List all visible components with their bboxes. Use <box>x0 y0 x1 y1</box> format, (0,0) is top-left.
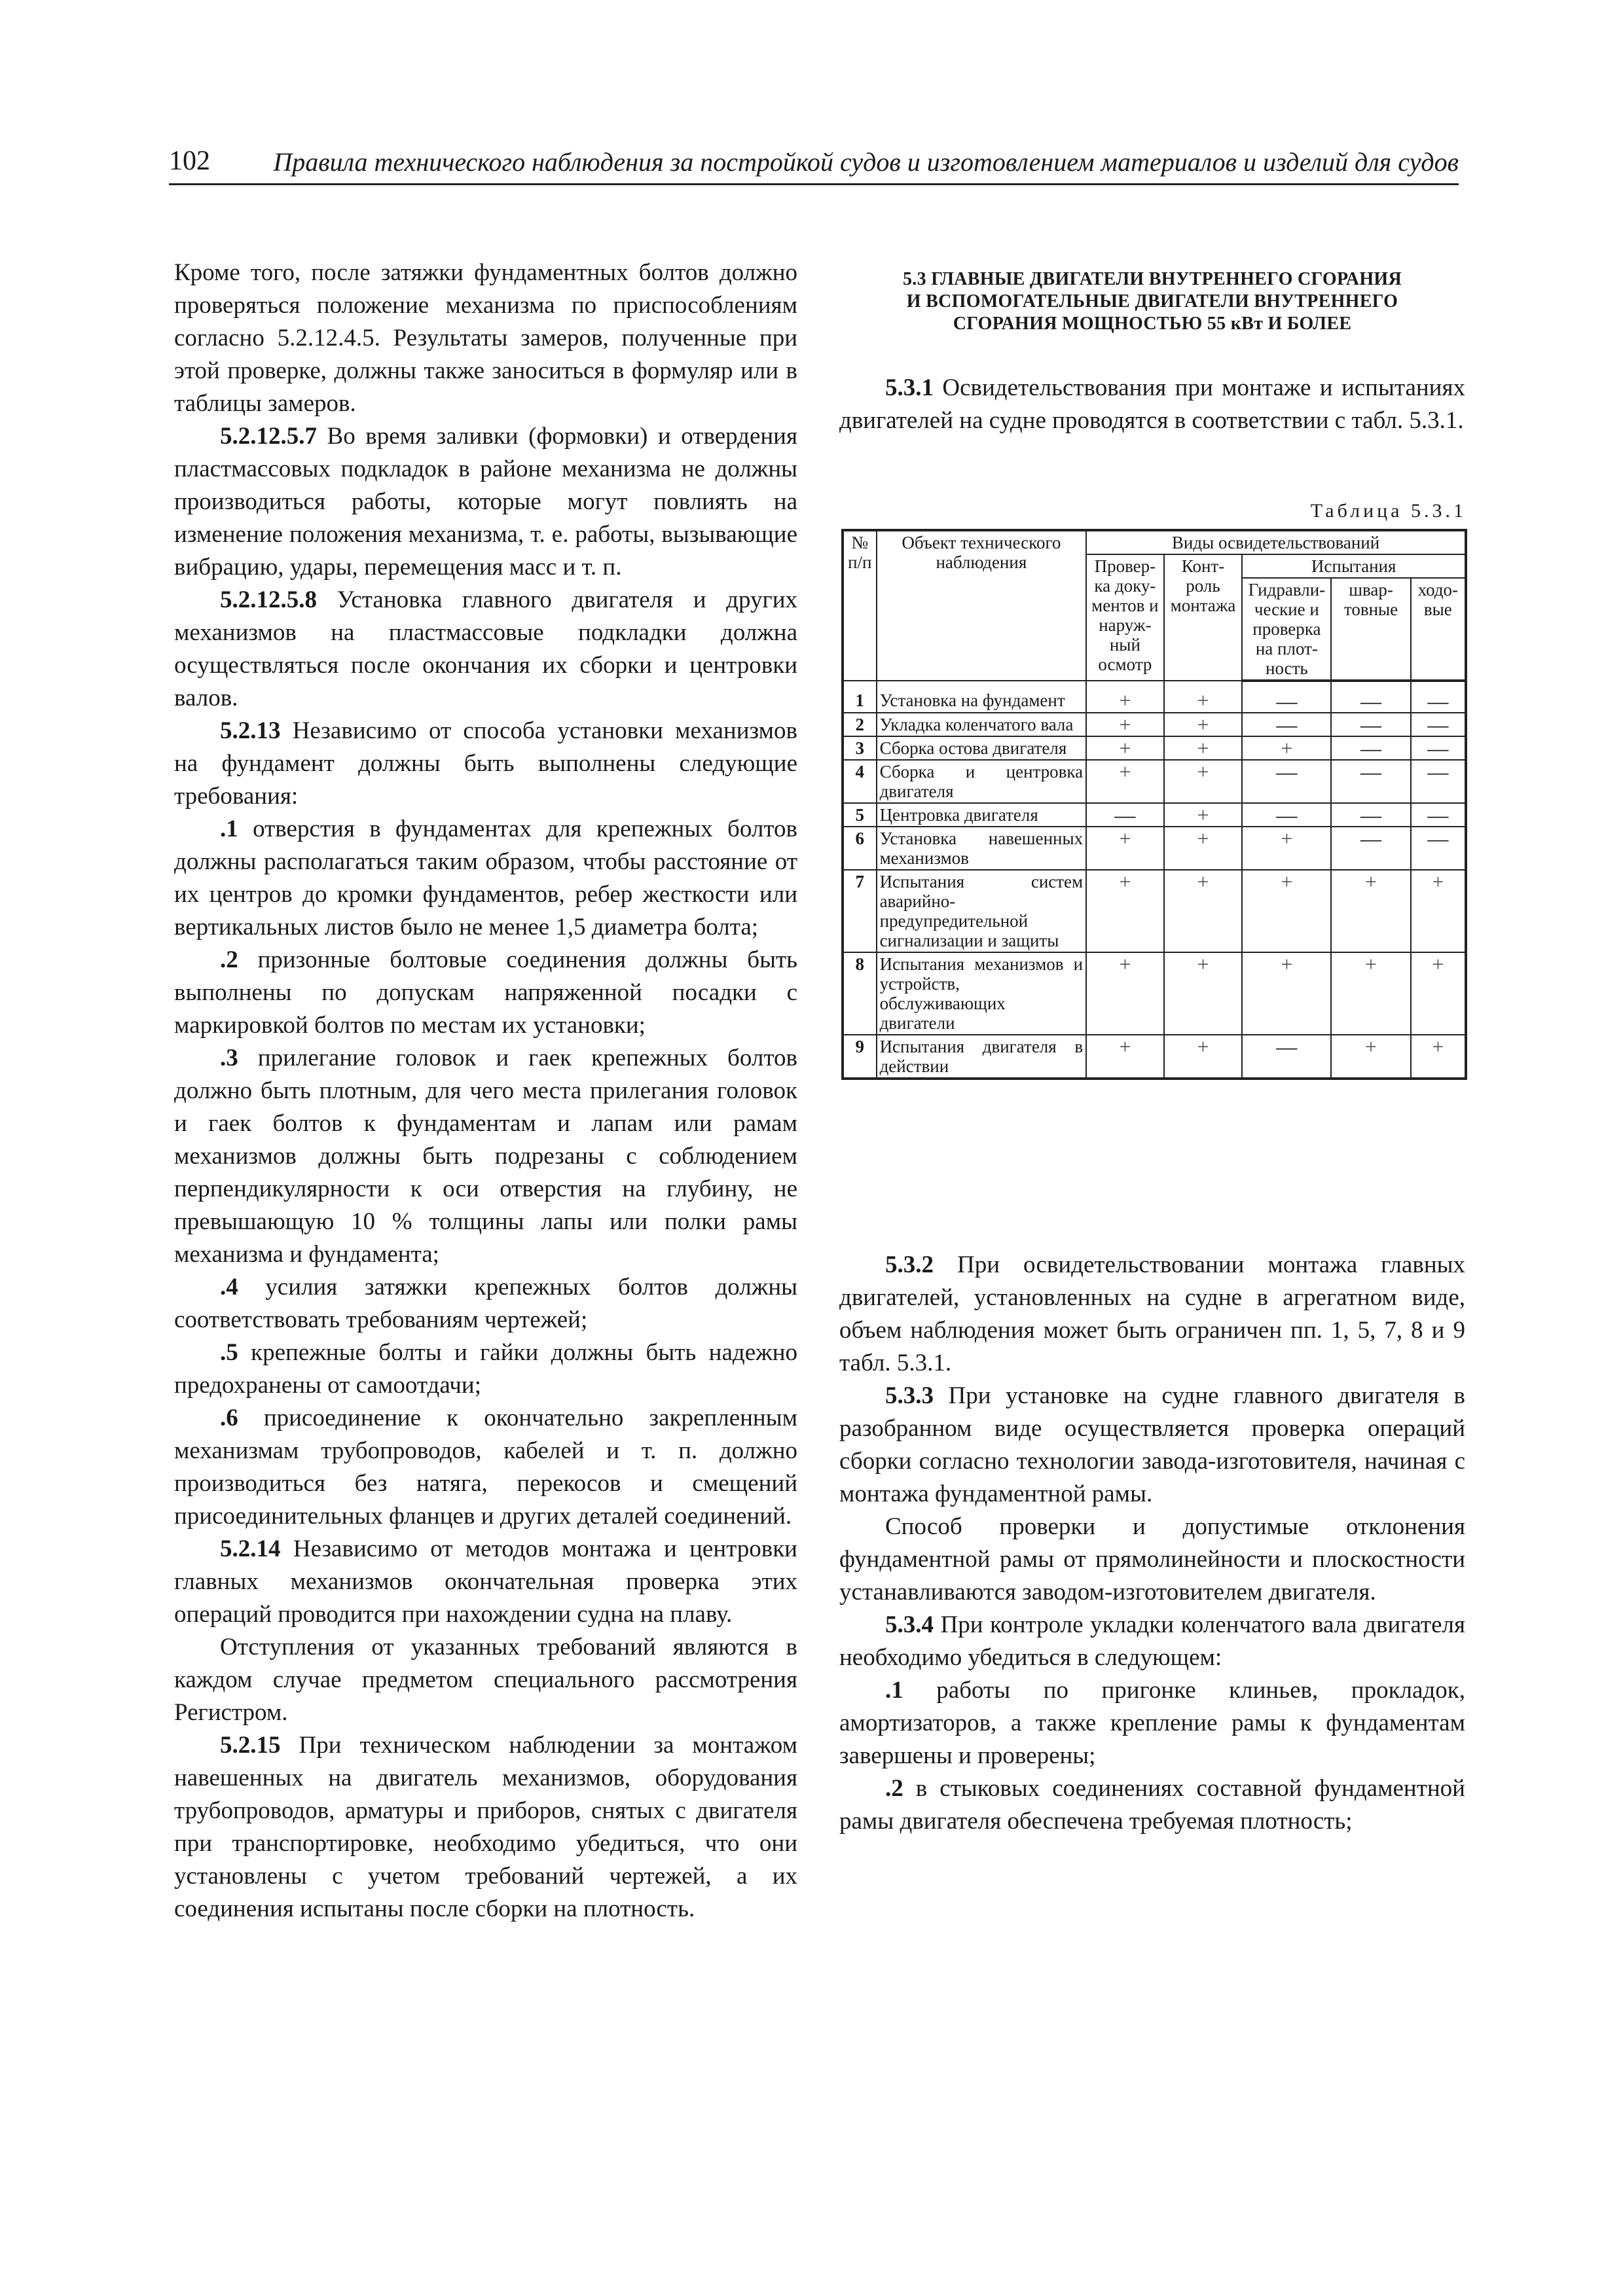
row-object: Испытания механизмов и устройств, обслуживающих двигатели <box>877 952 1087 1035</box>
clause-text: При контроле укладки коленчатого вала двигателя необходимо убедиться в следующем: <box>839 1611 1465 1671</box>
clause-text: Независимо от способа установки механизмов на фундамент должны быть выполнены следующие требования: <box>174 717 797 810</box>
row-object: Укладка коленчатого вала <box>877 713 1087 736</box>
clause-text: При освидетельствовании монтажа главных двигателей, установленных на судне в агрегатном виде, объем наблюдения может быть ограничен пп. 1, 5, 7, 8 и 9 табл. 5.3.1. <box>839 1251 1465 1376</box>
item-text: крепежные болты и гайки должны быть надежно предохранены от самоотдачи; <box>174 1339 797 1399</box>
table-row <box>843 827 1466 870</box>
left-column <box>174 257 797 1926</box>
row-mark: + <box>1086 681 1164 713</box>
row-mark: — <box>1331 736 1410 760</box>
item-text: в стыковых соединениях составной фундаментной рамы двигателя обеспечена требуемая плотность; <box>839 1775 1465 1835</box>
paragraph <box>174 1729 797 1926</box>
clause-text: Освидетельствования при монтаже и испытаниях двигателей на судне проводятся в соответствии с табл. 5.3.1. <box>839 374 1465 434</box>
paragraph <box>174 1533 797 1631</box>
header-docs: Провер-ка доку-ментов и наруж-ный осмотр <box>1086 554 1164 681</box>
row-mark: + <box>1086 760 1164 803</box>
row-mark: — <box>1331 713 1410 736</box>
paragraph: Отступления от указанных требований являются в каждом случае предметом специального рассмотрения Регистром. <box>174 1634 797 1726</box>
page-header <box>169 143 1459 185</box>
row-mark: — <box>1331 827 1410 870</box>
paragraph: Кроме того, после затяжки фундаментных болтов должно проверяться положение механизма по приспособлениям согласно 5.2.12.4.5. Результаты замеров, полученные при этой проверке, должны также заноситься в формуляр или в таблицы замеров. <box>174 259 797 417</box>
list-item <box>174 944 797 1042</box>
list-item <box>174 1402 797 1533</box>
header-object: Объект технического наблюдения <box>877 530 1087 681</box>
row-mark: + <box>1411 1035 1466 1079</box>
clause-number: 5.3.2 <box>885 1251 934 1278</box>
paragraph: Способ проверки и допустимые отклонения фундаментной рамы от прямолинейности и плоскостности устанавливаются заводом-изготовителем двигателя. <box>839 1513 1465 1605</box>
row-object: Испытания систем аварийно-предупредительной сигнализации и защиты <box>877 870 1087 952</box>
item-number: .1 <box>885 1677 903 1704</box>
row-number: 2 <box>843 713 877 736</box>
row-object: Испытания двигателя в действии <box>877 1035 1087 1079</box>
row-mark: + <box>1164 803 1243 827</box>
clause-text: Установка главного двигателя и других механизмов на пластмассовые подкладки должна осуществляться после окончания их сборки и центровки валов. <box>174 586 797 711</box>
header-control: Конт-роль монтажа <box>1164 554 1243 681</box>
table-row <box>843 760 1466 803</box>
row-mark: + <box>1164 736 1243 760</box>
row-mark: — <box>1331 681 1410 713</box>
row-mark: — <box>1411 760 1466 803</box>
row-mark: — <box>1411 736 1466 760</box>
item-number: .6 <box>220 1405 238 1431</box>
row-mark: + <box>1164 870 1243 952</box>
item-text: прилегание головок и гаек крепежных болтов должно быть плотным, для чего места прилегания головок и гаек болтов к фундаментам и лапам или рамам механизмов должны быть подрезаны с соблюдением перпендикулярности к оси отверстия на глубину, не превышающую 10 % толщины лапы или полки рамы механизма и фундамента; <box>174 1045 797 1268</box>
row-mark: + <box>1411 952 1466 1035</box>
row-number: 8 <box>843 952 877 1035</box>
row-mark: + <box>1086 736 1164 760</box>
row-mark: + <box>1086 870 1164 952</box>
table-row <box>843 1035 1466 1079</box>
row-mark: + <box>1086 713 1164 736</box>
clause-text: Во время заливки (формовки) и отвердения пластмассовых подкладок в районе механизма не должны производиться работы, которые могут повлиять на изменение положения механизма, т. е. работы, вызывающие вибрацию, удары, перемещения масс и т. п. <box>174 423 797 581</box>
item-number: .1 <box>220 816 238 842</box>
section-title-line: СГОРАНИЯ МОЩНОСТЬЮ 55 кВт И БОЛЕЕ <box>953 314 1352 334</box>
row-mark: + <box>1164 681 1243 713</box>
item-text: призонные болтовые соединения должны быть выполнены по допускам напряженной посадки с маркировкой болтов по местам их установки; <box>174 946 797 1039</box>
item-text: отверстия в фундаментах для крепежных болтов должны располагаться таким образом, чтобы расстояние от их центров до кромки фундаментов, ребер жесткости или вертикальных листов было не менее 1,5 диаметра болта; <box>174 816 797 941</box>
running-title: Правила технического наблюдения за постройкой судов и изготовлением материалов и изделий для судов <box>273 147 1459 177</box>
row-object: Сборка остова двигателя <box>877 736 1087 760</box>
item-number: .2 <box>220 946 238 973</box>
header-group: Виды освидетельствований <box>1086 530 1466 554</box>
item-text: присоединение к окончательно закрепленным механизмам трубопроводов, кабелей и т. п. должно производиться без натяга, перекосов и смещений присоединительных фланцев и других деталей соединений. <box>174 1405 797 1530</box>
row-mark: + <box>1086 827 1164 870</box>
clause-text: При техническом наблюдении за монтажом навешенных на двигатель механизмов, оборудования трубопроводов, арматуры и приборов, снятых с двигателя при транспортировке, необходимо убедиться, что они установлены с учетом требований чертежей, а их соединения испытаны после сборки на плотность. <box>174 1732 797 1922</box>
row-mark: — <box>1242 1035 1331 1079</box>
row-mark: + <box>1242 952 1331 1035</box>
item-text: работы по пригонке клиньев, прокладок, амортизаторов, а также крепление рамы к фундаментам завершены и проверены; <box>839 1677 1465 1769</box>
row-mark: — <box>1331 803 1410 827</box>
list-item <box>174 1042 797 1271</box>
table-row <box>843 952 1466 1035</box>
row-mark: + <box>1242 870 1331 952</box>
row-mark: + <box>1164 952 1243 1035</box>
clause-number: 5.2.12.5.8 <box>220 586 317 613</box>
row-number: 7 <box>843 870 877 952</box>
header-number: № п/п <box>843 530 877 681</box>
paragraph <box>174 420 797 584</box>
clause-number: 5.2.13 <box>220 717 281 744</box>
page-number: 102 <box>169 146 210 176</box>
clause-number: 5.2.14 <box>220 1535 281 1562</box>
row-object: Центровка двигателя <box>877 803 1087 827</box>
row-mark: + <box>1331 1035 1410 1079</box>
table-row <box>843 713 1466 736</box>
section-title-line: 5.3 ГЛАВНЫЕ ДВИГАТЕЛИ ВНУТРЕННЕГО СГОРАНИЯ <box>903 269 1402 289</box>
paragraph <box>839 372 1465 437</box>
section-title <box>839 268 1465 335</box>
row-mark: — <box>1411 681 1466 713</box>
paragraph <box>174 715 797 813</box>
item-number: .2 <box>885 1775 903 1802</box>
paragraph <box>839 1249 1465 1380</box>
row-mark: + <box>1331 952 1410 1035</box>
table-caption: Таблица 5.3.1 <box>1310 500 1467 522</box>
header-mooring: швар-товные <box>1331 578 1410 681</box>
clause-number: 5.3.3 <box>885 1382 934 1409</box>
row-number: 1 <box>843 681 877 713</box>
row-number: 9 <box>843 1035 877 1079</box>
clause-number: 5.3.4 <box>885 1611 934 1638</box>
row-mark: + <box>1086 952 1164 1035</box>
row-mark: — <box>1086 803 1164 827</box>
row-number: 5 <box>843 803 877 827</box>
row-mark: + <box>1164 713 1243 736</box>
list-item <box>174 1271 797 1336</box>
item-number: .4 <box>220 1274 238 1300</box>
clause-text: При установке на судне главного двигателя в разобранном виде осуществляется проверка операций сборки согласно технологии завода-изготовителя, начиная с монтажа фундаментной рамы. <box>839 1382 1465 1507</box>
row-object: Сборка и центровка двигателя <box>877 760 1087 803</box>
row-mark: — <box>1411 827 1466 870</box>
clause-number: 5.3.1 <box>885 374 934 401</box>
table-row <box>843 736 1466 760</box>
row-mark: + <box>1242 736 1331 760</box>
list-item <box>839 1772 1465 1838</box>
inspection-table <box>841 529 1467 1080</box>
row-mark: + <box>1331 870 1410 952</box>
row-mark: + <box>1164 827 1243 870</box>
row-mark: + <box>1086 1035 1164 1079</box>
row-mark: — <box>1411 713 1466 736</box>
row-number: 4 <box>843 760 877 803</box>
row-mark: + <box>1164 1035 1243 1079</box>
row-mark: — <box>1242 803 1331 827</box>
row-object: Установка навешенных механизмов <box>877 827 1087 870</box>
paragraph <box>174 584 797 715</box>
row-mark: — <box>1331 760 1410 803</box>
clause-number: 5.2.12.5.7 <box>220 423 317 450</box>
table-row <box>843 870 1466 952</box>
row-object: Установка на фундамент <box>877 681 1087 713</box>
item-number: .3 <box>220 1045 238 1071</box>
row-mark: — <box>1411 803 1466 827</box>
header-tests: Испытания <box>1242 554 1466 578</box>
row-number: 6 <box>843 827 877 870</box>
paragraph <box>839 1380 1465 1511</box>
table-row <box>843 803 1466 827</box>
row-mark: + <box>1411 870 1466 952</box>
clause-number: 5.2.15 <box>220 1732 281 1759</box>
header-sea: ходо-вые <box>1411 578 1466 681</box>
item-number: .5 <box>220 1339 238 1366</box>
list-item <box>174 1336 797 1402</box>
table-body <box>843 681 1466 1079</box>
row-mark: — <box>1242 681 1331 713</box>
row-mark: + <box>1164 760 1243 803</box>
header-hydro: Гидравли-ческие и проверка на плот-ность <box>1242 578 1331 681</box>
list-item <box>839 1674 1465 1772</box>
row-mark: — <box>1242 760 1331 803</box>
clause-text: Независимо от методов монтажа и центровки главных механизмов окончательная проверка этих операций проводится при нахождении судна на плаву. <box>174 1535 797 1628</box>
section-title-line: И ВСПОМОГАТЕЛЬНЫЕ ДВИГАТЕЛИ ВНУТРЕННЕГО <box>906 291 1398 312</box>
table-row <box>843 681 1466 713</box>
paragraph <box>839 1609 1465 1674</box>
row-mark: + <box>1242 827 1331 870</box>
list-item <box>174 813 797 944</box>
item-text: усилия затяжки крепежных болтов должны соответствовать требованиям чертежей; <box>174 1274 797 1333</box>
row-number: 3 <box>843 736 877 760</box>
row-mark: — <box>1242 713 1331 736</box>
